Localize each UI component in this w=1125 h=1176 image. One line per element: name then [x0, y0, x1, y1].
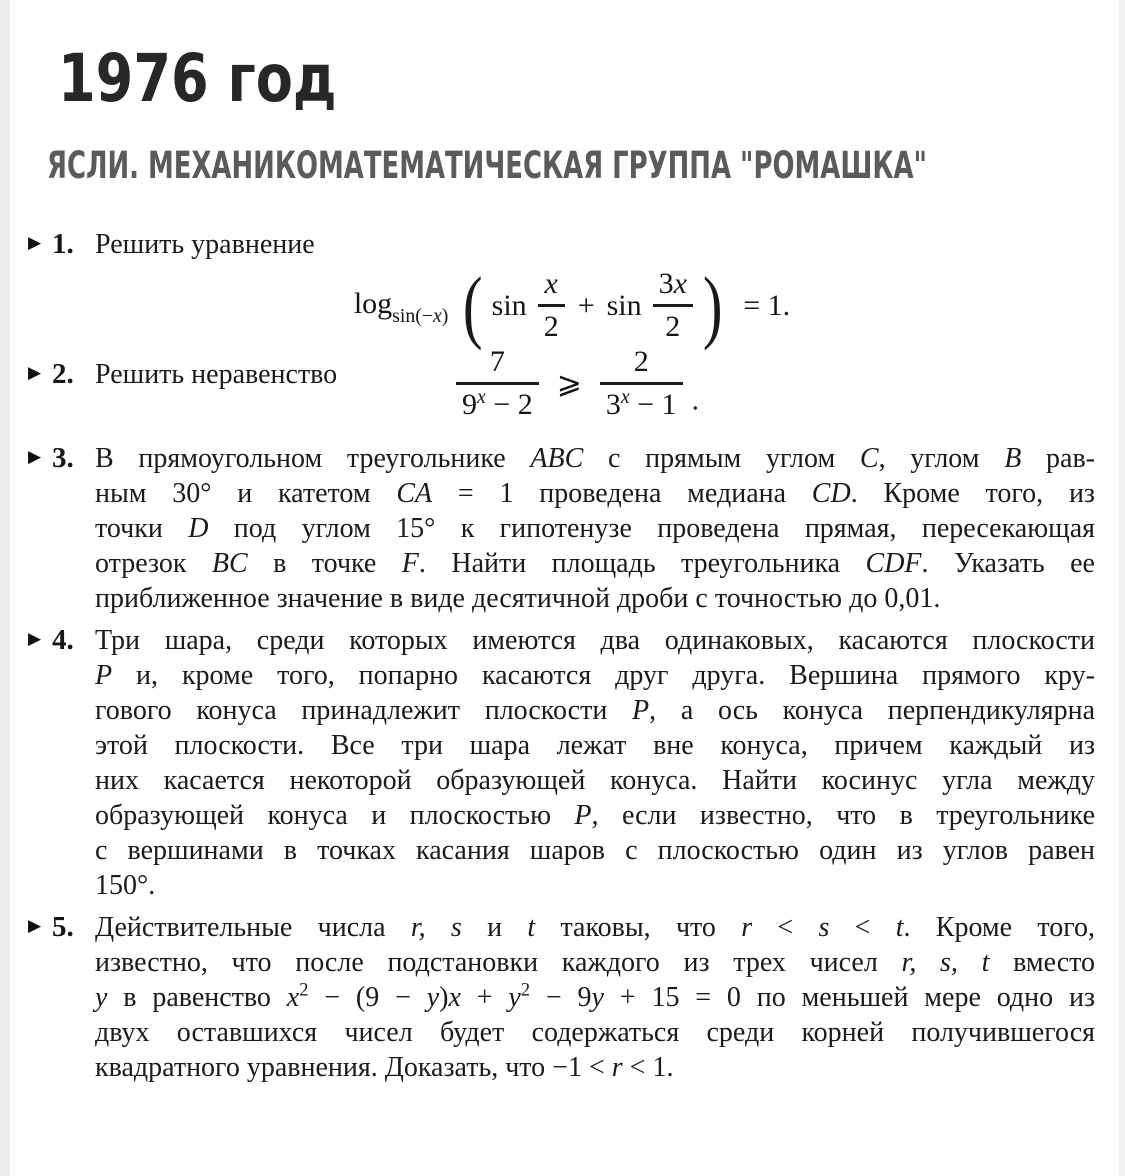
page-title: 1976 год: [58, 40, 337, 117]
fraction: [538, 266, 565, 345]
problem-1-text: [95, 227, 1095, 350]
text-line: с вершинами в точках касания шаров с плоскостью один из углов равен: [95, 834, 1095, 866]
log-subscript: sin(−x): [392, 305, 449, 328]
problem-5-text: [95, 910, 1095, 1085]
text-line: образующей конуса и плоскостью P, если известно, что в треугольнике: [95, 799, 1096, 831]
text-line: В прямоугольном треугольнике ABC с прямым углом C, углом B рав-: [95, 442, 1095, 474]
equation-period: .: [691, 383, 700, 417]
problem-2-text: [95, 345, 1095, 434]
text-line: гового конуса принадлежит плоскости P, а ось конуса перпендикулярна: [95, 694, 1095, 726]
text-line: y в равенство $x^2 - (9 - y)x + y^2 - 9y + 15 = 0$ по меньшей мере одно из: [95, 979, 1096, 1013]
text-line: отрезок BC в точке F. Найти площадь треугольника CDF. Указать ее: [95, 547, 1095, 579]
text-line: приближенное значение в виде десятичной дроби с точностью до 0,01.: [95, 582, 941, 614]
fraction: [653, 266, 693, 345]
text-line: точки D под углом 15° к гипотенузе проведена прямая, пересекающая: [95, 512, 1096, 544]
text-line: Действительные числа r, s и t таковы, что r < s < t. Кроме того,: [95, 911, 1096, 943]
text-line: ным 30° и катетом CA = 1 проведена медиана CD. Кроме того, из: [95, 477, 1095, 509]
text-line: этой плоскости. Все три шара лежат вне конуса, причем каждый из: [95, 729, 1095, 761]
text-line: них касается некоторой образующей конуса. Найти косинус угла между: [95, 764, 1095, 796]
fraction: [600, 344, 683, 423]
sin-label: sin: [606, 289, 642, 323]
problem-2-number: 2.: [52, 357, 74, 390]
bullet-triangle-icon: ▶: [28, 915, 42, 936]
problem-5: [28, 910, 1095, 1085]
denominator: 2: [538, 304, 565, 345]
text-line: квадратного уравнения. Доказать, что −1 < r < 1.: [95, 1051, 674, 1083]
problem-1: [28, 227, 1095, 350]
text-line: 150°.: [95, 869, 156, 901]
bullet-triangle-icon: ▶: [28, 628, 42, 649]
problem-3-text: [95, 441, 1095, 616]
log-operator: [353, 286, 449, 328]
problem-4-text: [95, 623, 1095, 903]
equation-rhs: = 1.: [743, 289, 791, 323]
greater-equal-operator: ⩾: [556, 366, 582, 402]
sin-label: sin: [491, 289, 527, 323]
text-line: известно, что после подстановки каждого из трех чисел r, s, t вместо: [95, 946, 1096, 978]
page-right-edge: [1119, 0, 1125, 1176]
right-paren: ): [702, 259, 723, 351]
problem-4: [28, 623, 1095, 903]
equation-display-2: [451, 343, 699, 425]
fraction: [456, 344, 539, 423]
problem-4-number: 4.: [52, 623, 74, 656]
problem-2-intro: Решить неравенство: [95, 358, 338, 390]
bullet-triangle-icon: ▶: [28, 362, 42, 383]
numerator: 2: [633, 345, 649, 379]
problem-1-intro: Решить уравнение: [95, 228, 315, 260]
problem-3: [28, 441, 1095, 616]
page-subtitle: ЯСЛИ. МЕХАНИКОМАТЕМАТИЧЕСКАЯ ГРУППА "РОМАШКА": [47, 143, 928, 187]
problem-3-number: 3.: [52, 441, 74, 474]
denominator: 2: [653, 304, 693, 345]
text-line: Три шара, среди которых имеются два одинаковых, касаются плоскости: [95, 624, 1095, 656]
denominator: $9^x - 2$: [456, 382, 539, 423]
problems-list: [28, 227, 1095, 1085]
bullet-triangle-icon: ▶: [28, 446, 42, 467]
numerator: 3x: [658, 267, 687, 301]
page-left-edge: [0, 0, 10, 1176]
equation-display-1: [95, 259, 1095, 351]
denominator: $3^x - 1$: [600, 382, 683, 423]
bullet-triangle-icon: ▶: [28, 232, 42, 253]
text-line: P и, кроме того, попарно касаются друг друга. Вершина прямого кру-: [95, 659, 1095, 691]
problem-5-number: 5.: [52, 910, 74, 943]
problem-1-number: 1.: [52, 227, 74, 260]
left-paren: (: [463, 259, 483, 351]
problem-2: [28, 345, 1095, 434]
plus-operator: +: [577, 289, 595, 323]
numerator: x: [544, 267, 558, 301]
text-line: двух оставшихся чисел будет содержаться среди корней получившегося: [95, 1016, 1095, 1048]
numerator: 7: [489, 345, 505, 379]
log-label: log: [353, 287, 393, 321]
